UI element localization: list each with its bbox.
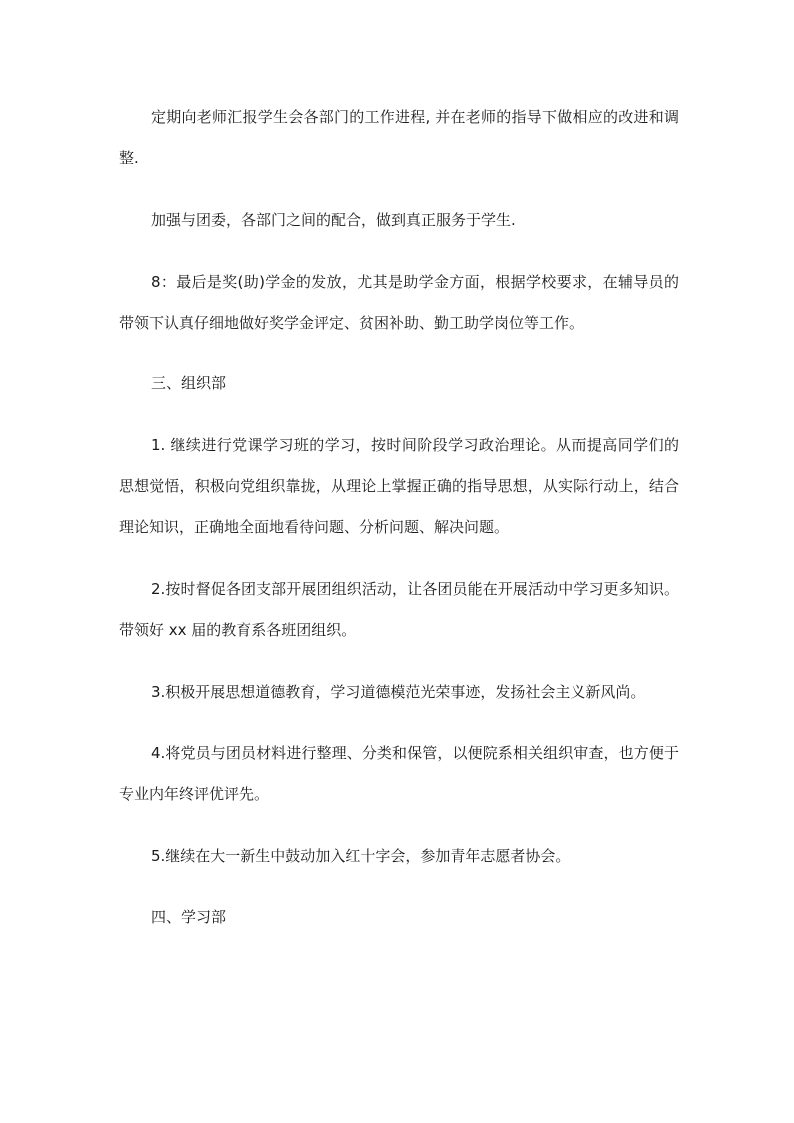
paragraph-scholarship: 8：最后是奖(助)学金的发放，尤其是助学金方面，根据学校要求，在辅导员的带领下认真仔细地做好奖学金评定、贫困补助、勤工助学岗位等工作。 bbox=[119, 273, 679, 332]
paragraph-item-5: 5.继续在大一新生中鼓动加入红十字会，参加青年志愿者协会。 bbox=[151, 847, 571, 865]
paragraph-cooperation: 加强与团委，各部门之间的配合，做到真正服务于学生. bbox=[151, 211, 516, 229]
paragraph-item-3: 3.积极开展思想道德教育，学习道德模范光荣事迹，发扬社会主义新风尚。 bbox=[151, 683, 646, 701]
section-heading-study: 四、学习部 bbox=[151, 908, 227, 926]
paragraph-item-4: 4.将党员与团员材料进行整理、分类和保管，以便院系相关组织审查，也方便于专业内年终评优评先。 bbox=[119, 744, 679, 803]
section-heading-organization: 三、组织部 bbox=[151, 374, 227, 392]
paragraph-item-1: 1. 继续进行党课学习班的学习，按时间阶段学习政治理论。从而提高同学们的思想觉悟，积极向党组织靠拢，从理论上掌握正确的指导思想，从实际行动上，结合理论知识，正确地全面地看待问题、分析问题、解决问题。 bbox=[119, 436, 679, 536]
paragraph-item-2: 2.按时督促各团支部开展团组织活动，让各团员能在开展活动中学习更多知识。带领好 xx 届的教育系各班团组织。 bbox=[119, 580, 679, 639]
paragraph-report-progress: 定期向老师汇报学生会各部门的工作进程, 并在老师的指导下做相应的改进和调整. bbox=[119, 108, 679, 167]
